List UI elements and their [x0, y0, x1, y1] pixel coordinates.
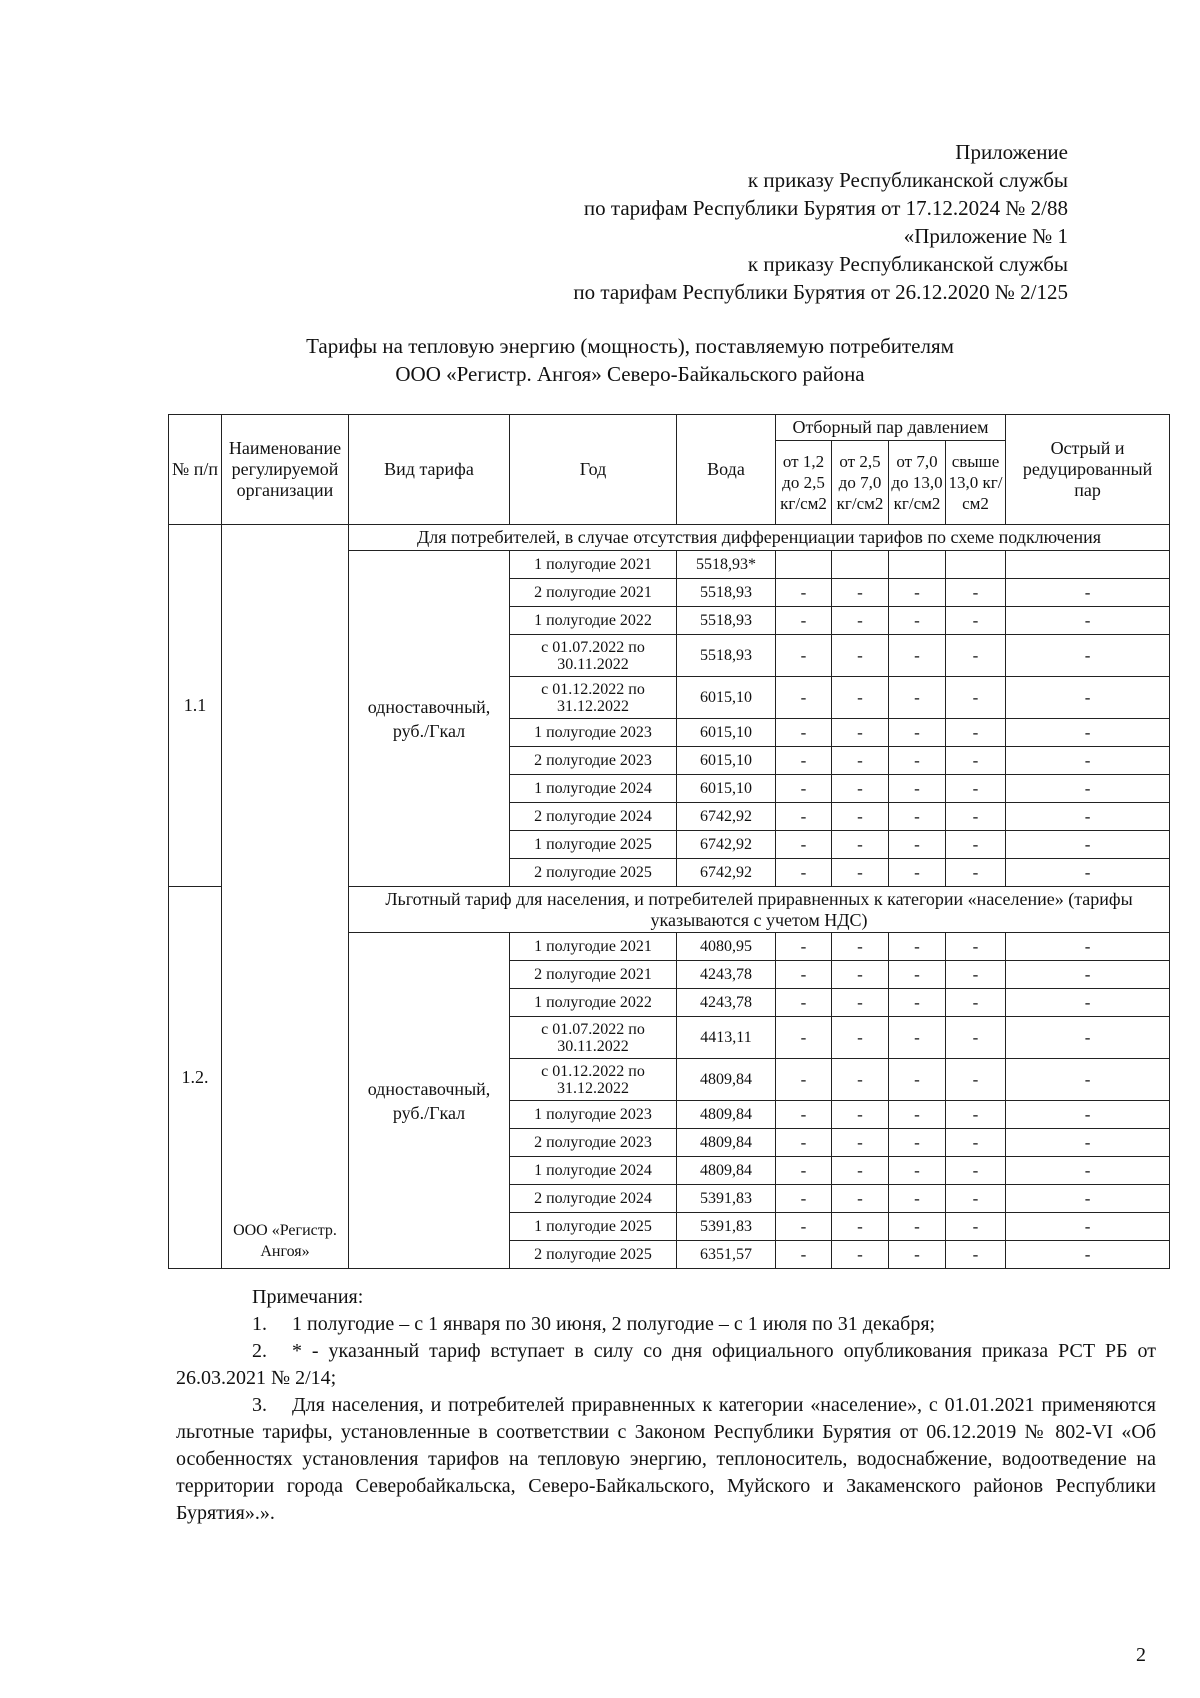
col-header-steam-3: от 7,0 до 13,0 кг/см2: [889, 441, 946, 525]
steam-value-cell: -: [832, 579, 889, 607]
water-value-cell: 5518,93: [677, 579, 776, 607]
water-value-cell: 4080,95: [677, 933, 776, 961]
steam-value-cell: -: [832, 1129, 889, 1157]
steam-value-cell: -: [889, 635, 946, 677]
steam-value-cell: -: [832, 635, 889, 677]
water-value-cell: 5518,93*: [677, 551, 776, 579]
steam-value-cell: -: [832, 1241, 889, 1269]
water-value-cell: 5518,93: [677, 635, 776, 677]
steam-value-cell: -: [946, 579, 1006, 607]
header-line: по тарифам Республики Бурятия от 17.12.2024 № 2/88: [583, 196, 1068, 220]
period-cell: 2 полугодие 2024: [510, 1185, 677, 1213]
sharp-steam-value-cell: -: [1006, 747, 1170, 775]
section-heading-row: [169, 525, 1170, 551]
steam-value-cell: -: [832, 1213, 889, 1241]
col-header-kind: Вид тарифа: [349, 415, 510, 525]
steam-value-cell: -: [946, 1185, 1006, 1213]
steam-value-cell: -: [889, 831, 946, 859]
notes: [176, 1284, 1156, 1527]
sharp-steam-value-cell: -: [1006, 803, 1170, 831]
period-cell: 2 полугодие 2021: [510, 579, 677, 607]
steam-value-cell: -: [889, 1241, 946, 1269]
sharp-steam-value-cell: -: [1006, 989, 1170, 1017]
tariff-table-body: [169, 525, 1170, 1269]
organization-name: ООО «Регистр. Ангоя»: [222, 525, 349, 1269]
water-value-cell: 6742,92: [677, 831, 776, 859]
period-cell: 1 полугодие 2024: [510, 775, 677, 803]
note-item: [176, 1392, 1156, 1527]
steam-value-cell: -: [889, 1185, 946, 1213]
water-value-cell: 5391,83: [677, 1213, 776, 1241]
section-heading: Льготный тариф для населения, и потребителей приравненных к категории «население» (тарифы указываются с учетом НДС): [349, 887, 1170, 933]
title-line: ООО «Регистр. Ангоя» Северо-Байкальского района: [395, 362, 865, 386]
steam-value-cell: -: [776, 579, 832, 607]
water-value-cell: 5518,93: [677, 607, 776, 635]
period-cell: 1 полугодие 2024: [510, 1157, 677, 1185]
period-cell: 2 полугодие 2021: [510, 961, 677, 989]
water-value-cell: 6351,57: [677, 1241, 776, 1269]
steam-value-cell: -: [776, 859, 832, 887]
sharp-steam-value-cell: -: [1006, 1059, 1170, 1101]
sharp-steam-value-cell: -: [1006, 1017, 1170, 1059]
steam-value-cell: -: [832, 989, 889, 1017]
steam-value-cell: -: [832, 1157, 889, 1185]
steam-value-cell: -: [776, 607, 832, 635]
steam-value-cell: -: [832, 1101, 889, 1129]
steam-value-cell: -: [946, 677, 1006, 719]
sharp-steam-value-cell: -: [1006, 1185, 1170, 1213]
steam-value-cell: -: [832, 1059, 889, 1101]
col-header-steam-2: от 2,5 до 7,0 кг/см2: [832, 441, 889, 525]
water-value-cell: 4809,84: [677, 1059, 776, 1101]
steam-value-cell: -: [776, 1241, 832, 1269]
steam-value-cell: -: [946, 1059, 1006, 1101]
steam-value-cell: -: [832, 677, 889, 719]
header-line: Приложение: [955, 140, 1068, 164]
steam-value-cell: -: [776, 635, 832, 677]
steam-value-cell: -: [889, 859, 946, 887]
steam-value-cell: -: [946, 1129, 1006, 1157]
steam-value-cell: -: [889, 747, 946, 775]
water-value-cell: 6742,92: [677, 859, 776, 887]
col-header-org: Наименование регулируемой организации: [222, 415, 349, 525]
steam-value-cell: -: [946, 607, 1006, 635]
sharp-steam-value-cell: -: [1006, 1241, 1170, 1269]
period-cell: 1 полугодие 2022: [510, 989, 677, 1017]
sharp-steam-value-cell: -: [1006, 607, 1170, 635]
steam-value-cell: -: [832, 607, 889, 635]
period-cell: 2 полугодие 2023: [510, 747, 677, 775]
steam-value-cell: -: [946, 635, 1006, 677]
period-cell: 2 полугодие 2024: [510, 803, 677, 831]
sharp-steam-value-cell: -: [1006, 579, 1170, 607]
period-cell: 2 полугодие 2025: [510, 1241, 677, 1269]
header-line: к приказу Республиканской службы: [747, 168, 1068, 192]
water-value-cell: 6015,10: [677, 677, 776, 719]
steam-value-cell: -: [946, 775, 1006, 803]
water-value-cell: 5391,83: [677, 1185, 776, 1213]
note-text: Для населения, и потребителей приравненных к категории «население», с 01.01.2021 применяются льготные тарифы, установленные в соответствии с Законом Республики Бурятия от 06.12.2019 № 802-VI «Об особенностях установления тарифов на тепловую энергию, теплоноситель, водоснабжение, водоотведение на территории города Северобайкальска, Северо-Байкальского, Муйского и Закаменского районов Республики Бурятия».».: [176, 1394, 1156, 1524]
steam-value-cell: -: [889, 775, 946, 803]
steam-value-cell: -: [946, 1213, 1006, 1241]
tariff-table: [168, 414, 1170, 1269]
water-value-cell: 4243,78: [677, 989, 776, 1017]
col-header-sharp-steam: Острый и редуцированный пар: [1006, 415, 1170, 525]
period-cell: с 01.07.2022 по 30.11.2022: [510, 635, 677, 677]
sharp-steam-value-cell: -: [1006, 1129, 1170, 1157]
steam-value-cell: [832, 551, 889, 579]
steam-value-cell: [889, 551, 946, 579]
notes-heading: Примечания:: [252, 1286, 364, 1308]
col-header-year: Год: [510, 415, 677, 525]
period-cell: 1 полугодие 2021: [510, 933, 677, 961]
sharp-steam-value-cell: -: [1006, 831, 1170, 859]
header-line: по тарифам Республики Бурятия от 26.12.2020 № 2/125: [573, 280, 1068, 304]
sharp-steam-value-cell: -: [1006, 719, 1170, 747]
tariff-kind: одноставочный, руб./Гкал: [349, 933, 510, 1269]
sharp-steam-value-cell: -: [1006, 635, 1170, 677]
steam-value-cell: -: [946, 803, 1006, 831]
steam-value-cell: -: [776, 961, 832, 989]
steam-value-cell: -: [889, 1017, 946, 1059]
period-cell: 1 полугодие 2025: [510, 831, 677, 859]
water-value-cell: 4413,11: [677, 1017, 776, 1059]
sharp-steam-value-cell: -: [1006, 961, 1170, 989]
steam-value-cell: -: [776, 1017, 832, 1059]
steam-value-cell: -: [946, 1241, 1006, 1269]
steam-value-cell: -: [946, 989, 1006, 1017]
steam-value-cell: -: [889, 719, 946, 747]
header-line: к приказу Республиканской службы: [747, 252, 1068, 276]
water-value-cell: 6015,10: [677, 747, 776, 775]
sharp-steam-value-cell: -: [1006, 1157, 1170, 1185]
sharp-steam-value-cell: [1006, 551, 1170, 579]
steam-value-cell: -: [776, 989, 832, 1017]
document-title: [250, 332, 1010, 388]
steam-value-cell: -: [889, 1213, 946, 1241]
steam-value-cell: -: [776, 1101, 832, 1129]
steam-value-cell: -: [776, 1059, 832, 1101]
steam-value-cell: -: [776, 803, 832, 831]
note-text: 1 полугодие – с 1 января по 30 июня, 2 полугодие – с 1 июля по 31 декабря;: [292, 1313, 936, 1335]
document-header: [573, 138, 1068, 306]
section-heading: Для потребителей, в случае отсутствия дифференциации тарифов по схеме подключения: [349, 525, 1170, 551]
period-cell: 1 полугодие 2022: [510, 607, 677, 635]
tariff-kind: одноставочный, руб./Гкал: [349, 551, 510, 887]
steam-value-cell: -: [946, 1017, 1006, 1059]
steam-value-cell: -: [776, 775, 832, 803]
col-header-steam-4: свыше 13,0 кг/см2: [946, 441, 1006, 525]
header-line: «Приложение № 1: [903, 224, 1068, 248]
steam-value-cell: -: [832, 1017, 889, 1059]
steam-value-cell: -: [832, 747, 889, 775]
water-value-cell: 6015,10: [677, 719, 776, 747]
sharp-steam-value-cell: -: [1006, 1101, 1170, 1129]
title-line: Тарифы на тепловую энергию (мощность), поставляемую потребителям: [306, 334, 954, 358]
period-cell: 2 полугодие 2023: [510, 1129, 677, 1157]
steam-value-cell: -: [776, 1129, 832, 1157]
steam-value-cell: -: [946, 747, 1006, 775]
col-header-steam: Отборный пар давлением: [776, 415, 1006, 441]
water-value-cell: 6015,10: [677, 775, 776, 803]
water-value-cell: 4809,84: [677, 1157, 776, 1185]
steam-value-cell: -: [889, 1129, 946, 1157]
sharp-steam-value-cell: -: [1006, 1213, 1170, 1241]
steam-value-cell: -: [889, 989, 946, 1017]
steam-value-cell: -: [889, 803, 946, 831]
steam-value-cell: -: [889, 933, 946, 961]
col-header-steam-1: от 1,2 до 2,5 кг/см2: [776, 441, 832, 525]
period-cell: 2 полугодие 2025: [510, 859, 677, 887]
water-value-cell: 6742,92: [677, 803, 776, 831]
col-header-water: Вода: [677, 415, 776, 525]
note-number: 2.: [252, 1340, 267, 1362]
section-number: 1.1: [169, 525, 222, 887]
steam-value-cell: -: [889, 677, 946, 719]
note-number: 1.: [252, 1313, 267, 1335]
steam-value-cell: -: [889, 1101, 946, 1129]
period-cell: 1 полугодие 2023: [510, 719, 677, 747]
note-text: * - указанный тариф вступает в силу со дня официального опубликования приказа РСТ РБ от 26.03.2021 № 2/14;: [176, 1340, 1156, 1389]
steam-value-cell: -: [946, 831, 1006, 859]
steam-value-cell: -: [889, 1059, 946, 1101]
steam-value-cell: -: [832, 933, 889, 961]
note-item: [176, 1311, 1156, 1338]
note-item: [176, 1338, 1156, 1392]
steam-value-cell: -: [946, 961, 1006, 989]
period-cell: 1 полугодие 2021: [510, 551, 677, 579]
water-value-cell: 4243,78: [677, 961, 776, 989]
section-number: 1.2.: [169, 887, 222, 1269]
steam-value-cell: -: [889, 579, 946, 607]
steam-value-cell: -: [832, 803, 889, 831]
steam-value-cell: -: [832, 719, 889, 747]
col-header-num: № п/п: [169, 415, 222, 525]
note-number: 3.: [252, 1394, 267, 1416]
steam-value-cell: -: [832, 859, 889, 887]
period-cell: 1 полугодие 2025: [510, 1213, 677, 1241]
steam-value-cell: -: [832, 831, 889, 859]
period-cell: 1 полугодие 2023: [510, 1101, 677, 1129]
steam-value-cell: -: [946, 933, 1006, 961]
steam-value-cell: [946, 551, 1006, 579]
steam-value-cell: -: [776, 677, 832, 719]
steam-value-cell: -: [776, 831, 832, 859]
sharp-steam-value-cell: -: [1006, 775, 1170, 803]
steam-value-cell: -: [776, 1213, 832, 1241]
steam-value-cell: -: [889, 961, 946, 989]
steam-value-cell: -: [776, 747, 832, 775]
period-cell: с 01.12.2022 по 31.12.2022: [510, 677, 677, 719]
steam-value-cell: -: [776, 719, 832, 747]
period-cell: с 01.12.2022 по 31.12.2022: [510, 1059, 677, 1101]
page-number: 2: [1136, 1644, 1146, 1666]
water-value-cell: 4809,84: [677, 1101, 776, 1129]
steam-value-cell: -: [832, 1185, 889, 1213]
steam-value-cell: -: [889, 607, 946, 635]
sharp-steam-value-cell: -: [1006, 933, 1170, 961]
sharp-steam-value-cell: -: [1006, 677, 1170, 719]
steam-value-cell: -: [776, 933, 832, 961]
steam-value-cell: -: [776, 1157, 832, 1185]
steam-value-cell: -: [946, 1101, 1006, 1129]
period-cell: с 01.07.2022 по 30.11.2022: [510, 1017, 677, 1059]
steam-value-cell: -: [946, 1157, 1006, 1185]
steam-value-cell: -: [946, 859, 1006, 887]
steam-value-cell: -: [946, 719, 1006, 747]
sharp-steam-value-cell: -: [1006, 859, 1170, 887]
water-value-cell: 4809,84: [677, 1129, 776, 1157]
steam-value-cell: -: [832, 775, 889, 803]
steam-value-cell: -: [832, 961, 889, 989]
steam-value-cell: -: [776, 1185, 832, 1213]
steam-value-cell: -: [889, 1157, 946, 1185]
steam-value-cell: [776, 551, 832, 579]
